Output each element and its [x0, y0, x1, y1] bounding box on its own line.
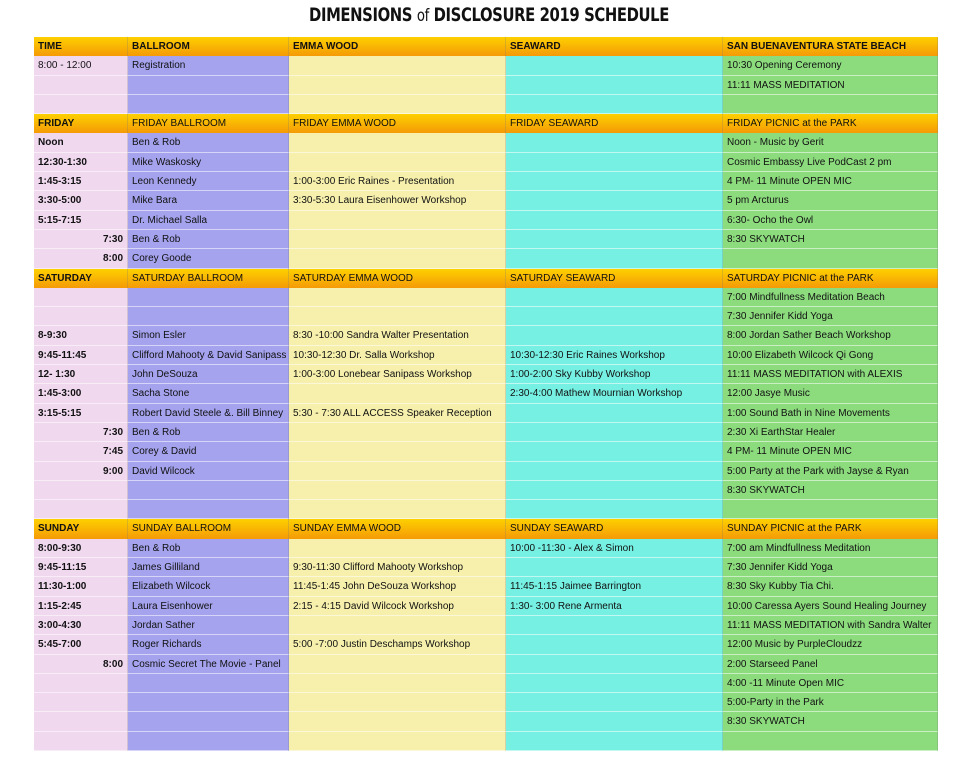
- emma-wood-cell: [289, 153, 506, 172]
- time-cell: SUNDAY: [34, 519, 128, 538]
- seaward-cell: [506, 423, 723, 442]
- beach-cell: 1:00 Sound Bath in Nine Movements: [723, 404, 938, 423]
- time-cell: 9:00: [34, 462, 128, 481]
- seaward-cell: [506, 211, 723, 230]
- seaward-cell: [506, 307, 723, 326]
- beach-cell: 7:00 am Mindfullness Meditation: [723, 539, 938, 558]
- beach-cell: [723, 95, 938, 114]
- emma-wood-cell: [289, 462, 506, 481]
- beach-cell: 2:30 Xi EarthStar Healer: [723, 423, 938, 442]
- ballroom-cell: Ben & Rob: [128, 133, 289, 152]
- seaward-cell: [506, 462, 723, 481]
- table-row: [34, 249, 938, 268]
- seaward-cell: [506, 616, 723, 635]
- ballroom-cell: SATURDAY BALLROOM: [128, 269, 289, 288]
- seaward-cell: [506, 56, 723, 75]
- time-cell: 9:45-11:15: [34, 558, 128, 577]
- beach-cell: [723, 249, 938, 268]
- ballroom-cell: David Wilcock: [128, 462, 289, 481]
- ballroom-cell: [128, 712, 289, 731]
- time-cell: Noon: [34, 133, 128, 152]
- table-row: [34, 56, 938, 75]
- time-cell: 7:45: [34, 442, 128, 461]
- ballroom-cell: [128, 95, 289, 114]
- emma-wood-cell: 5:00 -7:00 Justin Deschamps Workshop: [289, 635, 506, 654]
- time-cell: 1:15-2:45: [34, 597, 128, 616]
- emma-wood-cell: [289, 211, 506, 230]
- seaward-cell: 10:00 -11:30 - Alex & Simon: [506, 539, 723, 558]
- time-cell: 12- 1:30: [34, 365, 128, 384]
- time-cell: SATURDAY: [34, 269, 128, 288]
- seaward-cell: [506, 191, 723, 210]
- emma-wood-cell: 2:15 - 4:15 David Wilcock Workshop: [289, 597, 506, 616]
- time-cell: [34, 732, 128, 751]
- ballroom-cell: [128, 288, 289, 307]
- seaward-cell: [506, 693, 723, 712]
- ballroom-cell: Clifford Mahooty & David Sanipass: [128, 346, 289, 365]
- seaward-cell: [506, 481, 723, 500]
- emma-wood-cell: [289, 712, 506, 731]
- table-row: [34, 655, 938, 674]
- table-row: [34, 76, 938, 95]
- ballroom-cell: Dr. Michael Salla: [128, 211, 289, 230]
- emma-wood-cell: 11:45-1:45 John DeSouza Workshop: [289, 577, 506, 596]
- table-row: [34, 211, 938, 230]
- time-cell: [34, 500, 128, 519]
- ballroom-cell: Corey Goode: [128, 249, 289, 268]
- ballroom-cell: Ben & Rob: [128, 539, 289, 558]
- ballroom-cell: [128, 307, 289, 326]
- emma-wood-cell: [289, 95, 506, 114]
- section-header-row: [34, 519, 938, 538]
- table-row: [34, 712, 938, 731]
- emma-wood-cell: [289, 133, 506, 152]
- beach-cell: 11:11 MASS MEDITATION: [723, 76, 938, 95]
- beach-cell: 8:30 SKYWATCH: [723, 712, 938, 731]
- ballroom-cell: Jordan Sather: [128, 616, 289, 635]
- table-row: [34, 481, 938, 500]
- ballroom-cell: Cosmic Secret The Movie - Panel: [128, 655, 289, 674]
- beach-cell: [723, 732, 938, 751]
- time-cell: [34, 76, 128, 95]
- ballroom-cell: Robert David Steele &. Bill Binney: [128, 404, 289, 423]
- time-cell: [34, 481, 128, 500]
- time-cell: 9:45-11:45: [34, 346, 128, 365]
- beach-cell: 10:00 Caressa Ayers Sound Healing Journey: [723, 597, 938, 616]
- ballroom-cell: Sacha Stone: [128, 384, 289, 403]
- ballroom-cell: [128, 674, 289, 693]
- emma-wood-cell: 3:30-5:30 Laura Eisenhower Workshop: [289, 191, 506, 210]
- ballroom-cell: [128, 76, 289, 95]
- seaward-cell: [506, 230, 723, 249]
- ballroom-cell: [128, 481, 289, 500]
- time-cell: 12:30-1:30: [34, 153, 128, 172]
- seaward-cell: [506, 635, 723, 654]
- time-cell: [34, 307, 128, 326]
- ballroom-cell: Ben & Rob: [128, 230, 289, 249]
- time-cell: 8:00: [34, 249, 128, 268]
- time-cell: 1:45-3:15: [34, 172, 128, 191]
- emma-wood-cell: [289, 230, 506, 249]
- time-cell: [34, 693, 128, 712]
- seaward-cell: [506, 404, 723, 423]
- table-row: [34, 288, 938, 307]
- beach-cell: 4:00 -11 Minute Open MIC: [723, 674, 938, 693]
- table-row: [34, 635, 938, 654]
- beach-cell: 7:30 Jennifer Kidd Yoga: [723, 558, 938, 577]
- beach-cell: SAN BUENAVENTURA STATE BEACH: [723, 37, 938, 56]
- emma-wood-cell: [289, 384, 506, 403]
- seaward-cell: FRIDAY SEAWARD: [506, 114, 723, 133]
- time-cell: [34, 674, 128, 693]
- beach-cell: 10:00 Elizabeth Wilcock Qi Gong: [723, 346, 938, 365]
- table-row: [34, 616, 938, 635]
- table-row: [34, 365, 938, 384]
- time-cell: [34, 95, 128, 114]
- time-cell: [34, 288, 128, 307]
- seaward-cell: [506, 500, 723, 519]
- beach-cell: 4 PM- 11 Minute OPEN MIC: [723, 172, 938, 191]
- time-cell: 8-9:30: [34, 326, 128, 345]
- table-row: [34, 191, 938, 210]
- emma-wood-cell: [289, 616, 506, 635]
- table-row: [34, 732, 938, 751]
- emma-wood-cell: [289, 732, 506, 751]
- beach-cell: 5:00-Party in the Park: [723, 693, 938, 712]
- time-cell: 1:45-3:00: [34, 384, 128, 403]
- emma-wood-cell: SUNDAY EMMA WOOD: [289, 519, 506, 538]
- seaward-cell: [506, 326, 723, 345]
- table-row: [34, 462, 938, 481]
- time-cell: TIME: [34, 37, 128, 56]
- ballroom-cell: BALLROOM: [128, 37, 289, 56]
- beach-cell: 8:00 Jordan Sather Beach Workshop: [723, 326, 938, 345]
- emma-wood-cell: 9:30-11:30 Clifford Mahooty Workshop: [289, 558, 506, 577]
- time-cell: 5:15-7:15: [34, 211, 128, 230]
- schedule-table: [34, 37, 938, 751]
- seaward-cell: SATURDAY SEAWARD: [506, 269, 723, 288]
- table-row: [34, 539, 938, 558]
- emma-wood-cell: [289, 693, 506, 712]
- table-row: [34, 500, 938, 519]
- ballroom-cell: Roger Richards: [128, 635, 289, 654]
- seaward-cell: SEAWARD: [506, 37, 723, 56]
- seaward-cell: SUNDAY SEAWARD: [506, 519, 723, 538]
- seaward-cell: [506, 558, 723, 577]
- table-row: [34, 326, 938, 345]
- table-row: [34, 133, 938, 152]
- time-cell: FRIDAY: [34, 114, 128, 133]
- seaward-cell: 11:45-1:15 Jaimee Barrington: [506, 577, 723, 596]
- table-row: [34, 172, 938, 191]
- ballroom-cell: Leon Kennedy: [128, 172, 289, 191]
- beach-cell: 6:30- Ocho the Owl: [723, 211, 938, 230]
- seaward-cell: [506, 133, 723, 152]
- emma-wood-cell: [289, 288, 506, 307]
- emma-wood-cell: 5:30 - 7:30 ALL ACCESS Speaker Reception: [289, 404, 506, 423]
- time-cell: 3:15-5:15: [34, 404, 128, 423]
- beach-cell: 12:00 Music by PurpleCloudzz: [723, 635, 938, 654]
- emma-wood-cell: EMMA WOOD: [289, 37, 506, 56]
- emma-wood-cell: [289, 249, 506, 268]
- section-header-row: [34, 269, 938, 288]
- emma-wood-cell: [289, 674, 506, 693]
- emma-wood-cell: [289, 481, 506, 500]
- title-rest: DISCLOSURE 2019 SCHEDULE: [433, 4, 669, 26]
- ballroom-cell: Simon Esler: [128, 326, 289, 345]
- beach-cell: 8:30 Sky Kubby Tia Chi.: [723, 577, 938, 596]
- table-row: [34, 442, 938, 461]
- ballroom-cell: SUNDAY BALLROOM: [128, 519, 289, 538]
- beach-cell: 11:11 MASS MEDITATION with Sandra Walter: [723, 616, 938, 635]
- ballroom-cell: Ben & Rob: [128, 423, 289, 442]
- title-main: DIMENSIONS: [309, 4, 413, 26]
- ballroom-cell: James Gilliland: [128, 558, 289, 577]
- time-cell: 8:00 - 12:00: [34, 56, 128, 75]
- emma-wood-cell: [289, 76, 506, 95]
- time-cell: 5:45-7:00: [34, 635, 128, 654]
- beach-cell: 8:30 SKYWATCH: [723, 230, 938, 249]
- seaward-cell: [506, 655, 723, 674]
- ballroom-cell: FRIDAY BALLROOM: [128, 114, 289, 133]
- beach-cell: 7:30 Jennifer Kidd Yoga: [723, 307, 938, 326]
- page-title: [108, 4, 871, 26]
- time-cell: 3:00-4:30: [34, 616, 128, 635]
- emma-wood-cell: 10:30-12:30 Dr. Salla Workshop: [289, 346, 506, 365]
- emma-wood-cell: 1:00-3:00 Eric Raines - Presentation: [289, 172, 506, 191]
- ballroom-cell: Elizabeth Wilcock: [128, 577, 289, 596]
- beach-cell: 7:00 Mindfullness Meditation Beach: [723, 288, 938, 307]
- ballroom-cell: John DeSouza: [128, 365, 289, 384]
- section-header-row: [34, 37, 938, 56]
- table-row: [34, 597, 938, 616]
- beach-cell: SUNDAY PICNIC at the PARK: [723, 519, 938, 538]
- emma-wood-cell: [289, 500, 506, 519]
- seaward-cell: [506, 732, 723, 751]
- time-cell: 11:30-1:00: [34, 577, 128, 596]
- time-cell: [34, 712, 128, 731]
- ballroom-cell: Registration: [128, 56, 289, 75]
- beach-cell: 11:11 MASS MEDITATION with ALEXIS: [723, 365, 938, 384]
- beach-cell: 5:00 Party at the Park with Jayse & Ryan: [723, 462, 938, 481]
- emma-wood-cell: FRIDAY EMMA WOOD: [289, 114, 506, 133]
- table-row: [34, 95, 938, 114]
- emma-wood-cell: [289, 307, 506, 326]
- seaward-cell: [506, 674, 723, 693]
- table-row: [34, 307, 938, 326]
- time-cell: 8:00-9:30: [34, 539, 128, 558]
- emma-wood-cell: 8:30 -10:00 Sandra Walter Presentation: [289, 326, 506, 345]
- beach-cell: 12:00 Jasye Music: [723, 384, 938, 403]
- ballroom-cell: Corey & David: [128, 442, 289, 461]
- emma-wood-cell: [289, 539, 506, 558]
- seaward-cell: [506, 442, 723, 461]
- table-row: [34, 404, 938, 423]
- table-row: [34, 423, 938, 442]
- emma-wood-cell: [289, 655, 506, 674]
- time-cell: 8:00: [34, 655, 128, 674]
- ballroom-cell: Mike Waskosky: [128, 153, 289, 172]
- beach-cell: 2:00 Starseed Panel: [723, 655, 938, 674]
- table-row: [34, 693, 938, 712]
- table-row: [34, 558, 938, 577]
- emma-wood-cell: [289, 56, 506, 75]
- seaward-cell: [506, 249, 723, 268]
- seaward-cell: [506, 288, 723, 307]
- emma-wood-cell: [289, 423, 506, 442]
- time-cell: 7:30: [34, 423, 128, 442]
- beach-cell: 4 PM- 11 Minute OPEN MIC: [723, 442, 938, 461]
- emma-wood-cell: 1:00-3:00 Lonebear Sanipass Workshop: [289, 365, 506, 384]
- seaward-cell: 10:30-12:30 Eric Raines Workshop: [506, 346, 723, 365]
- ballroom-cell: [128, 500, 289, 519]
- table-row: [34, 346, 938, 365]
- beach-cell: FRIDAY PICNIC at the PARK: [723, 114, 938, 133]
- beach-cell: 8:30 SKYWATCH: [723, 481, 938, 500]
- ballroom-cell: [128, 732, 289, 751]
- table-row: [34, 230, 938, 249]
- title-of: of: [416, 6, 429, 26]
- table-row: [34, 384, 938, 403]
- emma-wood-cell: SATURDAY EMMA WOOD: [289, 269, 506, 288]
- beach-cell: Cosmic Embassy Live PodCast 2 pm: [723, 153, 938, 172]
- table-row: [34, 674, 938, 693]
- ballroom-cell: Laura Eisenhower: [128, 597, 289, 616]
- beach-cell: SATURDAY PICNIC at the PARK: [723, 269, 938, 288]
- emma-wood-cell: [289, 442, 506, 461]
- seaward-cell: [506, 172, 723, 191]
- beach-cell: [723, 500, 938, 519]
- beach-cell: 5 pm Arcturus: [723, 191, 938, 210]
- seaward-cell: 1:00-2:00 Sky Kubby Workshop: [506, 365, 723, 384]
- seaward-cell: [506, 153, 723, 172]
- ballroom-cell: Mike Bara: [128, 191, 289, 210]
- beach-cell: Noon - Music by Gerit: [723, 133, 938, 152]
- table-row: [34, 153, 938, 172]
- beach-cell: 10:30 Opening Ceremony: [723, 56, 938, 75]
- ballroom-cell: [128, 693, 289, 712]
- seaward-cell: [506, 76, 723, 95]
- time-cell: 3:30-5:00: [34, 191, 128, 210]
- seaward-cell: 1:30- 3:00 Rene Armenta: [506, 597, 723, 616]
- seaward-cell: [506, 95, 723, 114]
- section-header-row: [34, 114, 938, 133]
- seaward-cell: [506, 712, 723, 731]
- seaward-cell: 2:30-4:00 Mathew Mournian Workshop: [506, 384, 723, 403]
- time-cell: 7:30: [34, 230, 128, 249]
- table-row: [34, 577, 938, 596]
